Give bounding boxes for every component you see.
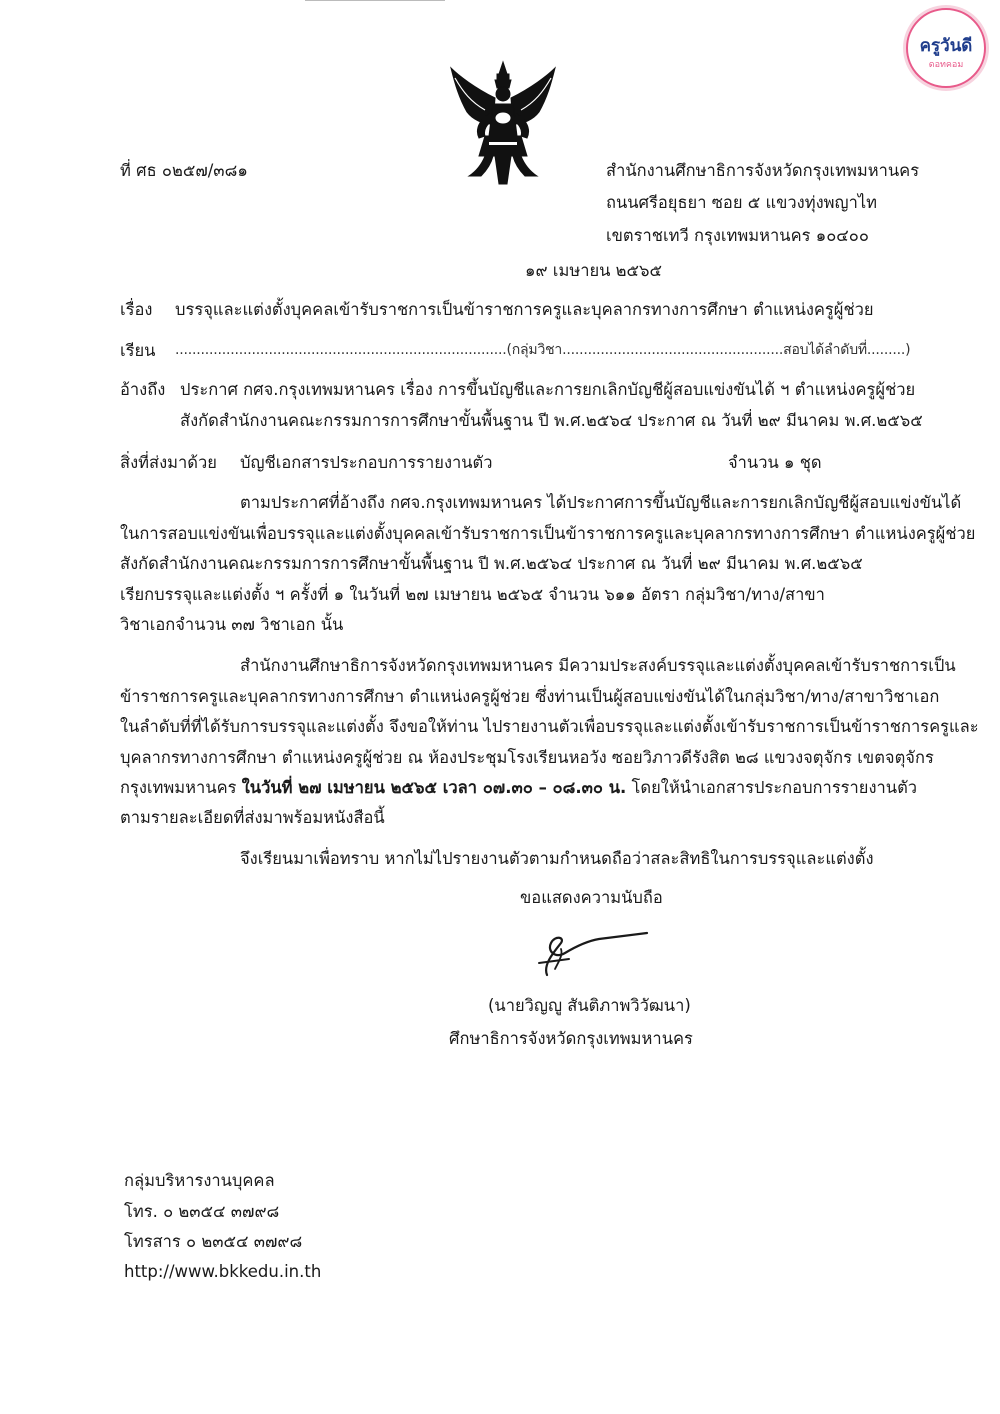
paragraph-1-line: ในการสอบแข่งขันเพื่อบรรจุและแต่งตั้งบุคคลเข้ารับราชการเป็นข้าราชการครูและบุคลากรทางการศึกษา ตำแหน่งครูผู้ช่วย xyxy=(120,524,976,543)
watermark-logo-subtext: ดอทคอม xyxy=(928,60,964,70)
enclosure-label: สิ่งที่ส่งมาด้วย xyxy=(120,453,217,472)
paragraph-1-line: วิชาเอกจำนวน ๓๗ วิชาเอก นั้น xyxy=(120,615,344,634)
footer-website-link[interactable]: http://www.bkkedu.in.th xyxy=(124,1262,322,1281)
watermark-logo xyxy=(906,8,986,88)
recipient-blank: ..............................................................................(กลุ่มวิชา....................................................สอบได้ลำดับที่.........) xyxy=(175,342,911,358)
sender-address-line-2: ถนนศรีอยุธยา ซอย ๕ แขวงทุ่งพญาไท xyxy=(606,193,878,212)
watermark-logo-text: ครูวันดี xyxy=(919,36,973,56)
sender-address-line-1: สำนักงานศึกษาธิการจังหวัดกรุงเทพมหานคร xyxy=(606,161,920,180)
paragraph-2-line-5 xyxy=(120,780,917,797)
paragraph-2-line: สำนักงานศึกษาธิการจังหวัดกรุงเทพมหานคร มีความประสงค์บรรจุและแต่งตั้งบุคคลเข้ารับราชการเป็น xyxy=(240,656,956,675)
subject-text: บรรจุและแต่งตั้งบุคคลเข้ารับราชการเป็นข้าราชการครูและบุคลากรทางการศึกษา ตำแหน่งครูผู้ช่วย xyxy=(175,300,874,319)
paragraph-2-line-5-end: โดยให้นำเอกสารประกอบการรายงานตัว xyxy=(626,778,918,797)
paragraph-2-line: บุคลากรทางการศึกษา ตำแหน่งครูผู้ช่วย ณ ห้องประชุมโรงเรียนหอวัง ซอยวิภาวดีรังสิต ๒๘ แขวงจตุจักร เขตจตุจักร xyxy=(120,748,934,767)
paragraph-1-line: ตามประกาศที่อ้างถึง กศจ.กรุงเทพมหานคร ได้ประกาศการขึ้นบัญชีและการยกเลิกบัญชีผู้สอบแข่งขันได้ xyxy=(240,493,962,512)
paragraph-1-line: สังกัดสำนักงานคณะกรรมการการศึกษาขั้นพื้นฐาน ปี พ.ศ.๒๕๖๔ ประกาศ ณ วันที่ ๒๙ มีนาคม พ.ศ.๒๕๖๕ xyxy=(120,554,863,573)
footer-department: กลุ่มบริหารงานบุคคล xyxy=(124,1171,275,1190)
closing-phrase: ขอแสดงความนับถือ xyxy=(520,888,663,907)
reference-line-1: ประกาศ กศจ.กรุงเทพมหานคร เรื่อง การขึ้นบัญชีและการยกเลิกบัญชีผู้สอบแข่งขันได้ ฯ ตำแหน่งครูผู้ช่วย xyxy=(180,380,916,399)
subject-label: เรื่อง xyxy=(120,300,153,319)
signature-image xyxy=(525,913,655,983)
reference-line-2: สังกัดสำนักงานคณะกรรมการการศึกษาขั้นพื้นฐาน ปี พ.ศ.๒๕๖๔ ประกาศ ณ วันที่ ๒๙ มีนาคม พ.ศ.๒๕๖๕ xyxy=(180,411,923,430)
enclosure-text: บัญชีเอกสารประกอบการรายงานตัว xyxy=(240,453,493,472)
top-edge-line xyxy=(305,0,445,1)
paragraph-2-line: ในลำดับที่ที่ได้รับการบรรจุและแต่งตั้ง จึงขอให้ท่าน ไปรายงานตัวเพื่อบรรจุและแต่งตั้งเข้ารับราชการเป็นข้าราชการครูและ xyxy=(120,717,979,736)
salutation-label: เรียน xyxy=(120,341,156,360)
reporting-datetime: ในวันที่ ๒๗ เมษายน ๒๕๖๕ เวลา ๐๗.๓๐ – ๐๘.๓๐ น. xyxy=(241,778,627,797)
paragraph-2-line: ข้าราชการครูและบุคลากรทางการศึกษา ตำแหน่งครูผู้ช่วย ซึ่งท่านเป็นผู้สอบแข่งขันได้ในกลุ่มวิชา/ทาง/สาขาวิชาเอก xyxy=(120,687,940,706)
sender-address-line-3: เขตราชเทวี กรุงเทพมหานคร ๑๐๔๐๐ xyxy=(606,226,869,245)
footer-fax: โทรสาร ๐ ๒๓๕๔ ๓๗๙๘ xyxy=(124,1232,303,1251)
signer-name: (นายวิญญู สันติภาพวิวัฒนา) xyxy=(488,996,691,1015)
paragraph-2-line-5-start: กรุงเทพมหานคร xyxy=(120,778,242,797)
letter-date: ๑๙ เมษายน ๒๕๖๕ xyxy=(525,261,662,280)
signer-title: ศึกษาธิการจังหวัดกรุงเทพมหานคร xyxy=(449,1029,693,1048)
garuda-emblem-icon xyxy=(445,58,561,188)
footer-telephone: โทร. ๐ ๒๓๕๔ ๓๗๙๘ xyxy=(124,1202,280,1221)
paragraph-3: จึงเรียนมาเพื่อทราบ หากไม่ไปรายงานตัวตามกำหนดถือว่าสละสิทธิในการบรรจุและแต่งตั้ง xyxy=(240,849,874,868)
paragraph-1-line: เรียกบรรจุและแต่งตั้ง ฯ ครั้งที่ ๑ ในวันที่ ๒๗ เมษายน ๒๕๖๕ จำนวน ๖๑๑ อัตรา กลุ่มวิชา/ทาง/สาขา xyxy=(120,585,825,604)
reference-number: ที่ ศธ ๐๒๕๗/๓๘๑ xyxy=(120,161,248,180)
reference-label: อ้างถึง xyxy=(120,380,166,399)
paragraph-2-line: ตามรายละเอียดที่ส่งมาพร้อมหนังสือนี้ xyxy=(120,808,385,827)
enclosure-quantity: จำนวน ๑ ชุด xyxy=(728,453,822,472)
